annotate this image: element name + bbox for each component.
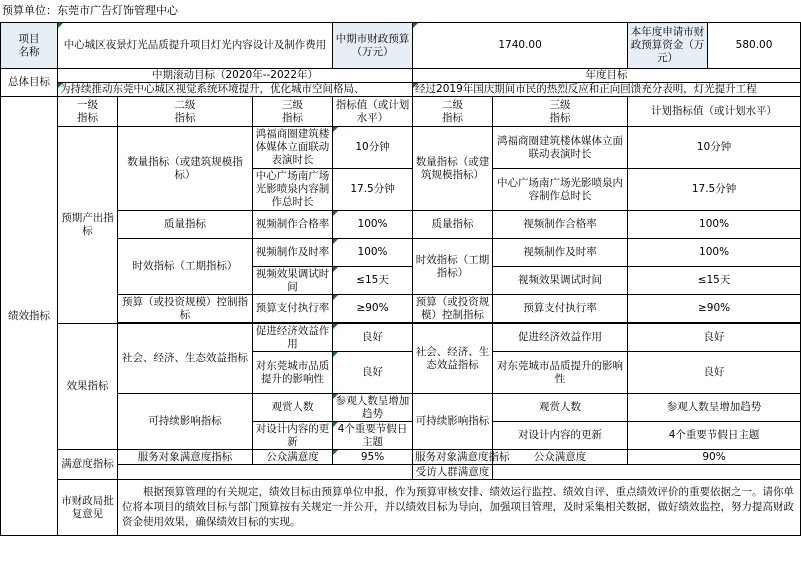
s2-value-annual: 良好 <box>628 352 801 394</box>
t2-name-annual: 视频效果调试时间 <box>493 267 628 295</box>
b1-value: ≥90% <box>333 295 413 323</box>
t2-value-annual: ≤15天 <box>628 267 801 295</box>
s1-name-annual: 促进经济效益作用 <box>493 324 628 352</box>
public-satisfaction-mid-value: 95% <box>333 450 413 465</box>
col-mid-value-header: 指标值（或计划水平） <box>333 97 413 127</box>
ql1-value: 100% <box>333 211 413 239</box>
t2-name: 视频效果调试时间 <box>253 267 333 295</box>
mid-term-target-header: 中期滚动目标（2020年--2022年） <box>58 69 413 83</box>
q1-name-annual: 鸿福商圈建筑楼体媒体立面联动表演时长 <box>493 127 628 169</box>
s1-name: 促进经济效益作用 <box>253 324 333 352</box>
b1-value-annual: ≥90% <box>628 295 801 323</box>
overall-target-label: 总体目标 <box>1 69 58 97</box>
sustain-indicator-annual: 可持续影响指标 <box>413 394 493 450</box>
s1-value: 良好 <box>333 324 413 352</box>
service-satisfaction-annual: 服务对象满意度指标 <box>413 450 493 465</box>
budget-unit-label: 预算单位：东莞市广告灯饰管理中心 <box>2 4 178 17</box>
performance-indicator-label: 绩效指标 <box>1 97 58 536</box>
annual-target-header: 年度目标 <box>413 69 801 83</box>
su2-name-annual: 对设计内容的更新 <box>493 422 628 450</box>
performance-target-table <box>0 22 801 536</box>
ql1-name: 视频制作合格率 <box>253 211 333 239</box>
budget-control-indicator: 预算（或投资规模）控制指标 <box>118 295 253 323</box>
mid-term-target-text: 为持续推动东莞中心城区视觉系统环境提升，优化城市空间格局、 <box>58 83 413 97</box>
su1-name-annual: 观赏人数 <box>493 394 628 422</box>
q2-value-annual: 17.5分钟 <box>628 169 801 211</box>
su2-name: 对设计内容的更新 <box>253 422 333 450</box>
project-name-value: 中心城区夜景灯光品质提升项目灯光内容设计及制作费用 <box>58 23 333 69</box>
finance-bureau-opinion-text: 根据预算管理的有关规定，绩效目标由预算单位申报，作为预算审核安排、绩效运行监控、绩效自评、重点绩效评价的重要依据之一。请你单位将本项目的绩效目标与部门预算按有关规定一并公开，并以绩效目标为导向，加强项目管理，及时采集相关数据，做好绩效监控，努力提高财政资金使用效果，确保绩效目标的实现。 <box>118 480 801 536</box>
s2-name: 对东莞城市品质提升的影响性 <box>253 352 333 394</box>
quality-indicator-annual: 质量指标 <box>413 211 493 239</box>
output-indicator-label: 预期产出指标 <box>58 127 118 324</box>
su2-value: 4个重要节假日主题 <box>333 422 413 450</box>
finance-bureau-opinion-label: 市财政局批复意见 <box>58 480 118 536</box>
t2-value: ≤15天 <box>333 267 413 295</box>
col-annual-value-header: 计划指标值（或计划水平） <box>628 97 801 127</box>
time-indicator-annual: 时效指标（工期指标） <box>413 239 493 295</box>
public-satisfaction-annual-value: 90% <box>628 450 801 465</box>
su2-value-annual: 4个重要节假日主题 <box>628 422 801 450</box>
time-indicator: 时效指标（工期指标） <box>118 239 253 295</box>
col-level1-header: 一级 指标 <box>58 97 118 127</box>
q2-value: 17.5分钟 <box>333 169 413 211</box>
annual-budget-value: 580.00 <box>708 23 801 69</box>
s1-value-annual: 良好 <box>628 324 801 352</box>
col-level3-header-annual: 三级 指标 <box>493 97 628 127</box>
project-name-label: 项目 名称 <box>1 23 58 69</box>
t1-name: 视频制作及时率 <box>253 239 333 267</box>
satisfaction-indicator-label: 满意度指标 <box>58 450 118 480</box>
service-satisfaction: 服务对象满意度指标 <box>118 450 253 465</box>
quantity-indicator-annual: 数量指标（或建筑规模指标） <box>413 127 493 211</box>
q1-value-annual: 10分钟 <box>628 127 801 169</box>
t1-value: 100% <box>333 239 413 267</box>
quality-indicator: 质量指标 <box>118 211 253 239</box>
q1-name: 鸿福商圈建筑楼体媒体立面联动表演时长 <box>253 127 333 169</box>
s2-value: 良好 <box>333 352 413 394</box>
annual-budget-label: 本年度申请市财政预算资金（万元） <box>628 23 708 69</box>
quantity-indicator: 数量指标（或建筑规模指标） <box>118 127 253 211</box>
q2-name: 中心广场南广场光影喷泉内容制作总时长 <box>253 169 333 211</box>
t1-value-annual: 100% <box>628 239 801 267</box>
visitor-satisfaction: 受访人群满意度 <box>413 465 493 480</box>
b1-name: 预算支付执行率 <box>253 295 333 323</box>
su1-value: 参观人数呈增加趋势 <box>333 394 413 422</box>
su1-name: 观赏人数 <box>253 394 333 422</box>
public-satisfaction: 公众满意度 <box>253 450 333 465</box>
su1-value-annual: 参观人数呈增加趋势 <box>628 394 801 422</box>
col-level2-header: 二级 指标 <box>118 97 253 127</box>
t1-name-annual: 视频制作及时率 <box>493 239 628 267</box>
ql1-value-annual: 100% <box>628 211 801 239</box>
effect-indicator-label: 效果指标 <box>58 324 118 450</box>
fiscal-budget-value: 1740.00 <box>413 23 628 69</box>
b1-name-annual: 预算支付执行率 <box>493 295 628 323</box>
sustain-indicator: 可持续影响指标 <box>118 394 253 450</box>
col-level3-header: 三级 指标 <box>253 97 333 127</box>
social-indicator-annual: 社会、经济、生态效益指标 <box>413 324 493 394</box>
public-satisfaction-annual: 公众满意度 <box>493 450 628 465</box>
ql1-name-annual: 视频制作合格率 <box>493 211 628 239</box>
q2-name-annual: 中心广场南广场光影喷泉内容制作总时长 <box>493 169 628 211</box>
q1-value: 10分钟 <box>333 127 413 169</box>
social-indicator: 社会、经济、生态效益指标 <box>118 324 253 394</box>
col-level2-header-annual: 二级 指标 <box>413 97 493 127</box>
fiscal-budget-label: 中期市财政预算（万元） <box>333 23 413 69</box>
budget-control-indicator-annual: 预算（或投资规模）控制指标 <box>413 295 493 323</box>
annual-target-text: 经过2019年国庆期间市民的热烈反应和正向回馈充分表明，灯光提升工程 <box>413 83 801 97</box>
s2-name-annual: 对东莞城市品质提升的影响性 <box>493 352 628 394</box>
